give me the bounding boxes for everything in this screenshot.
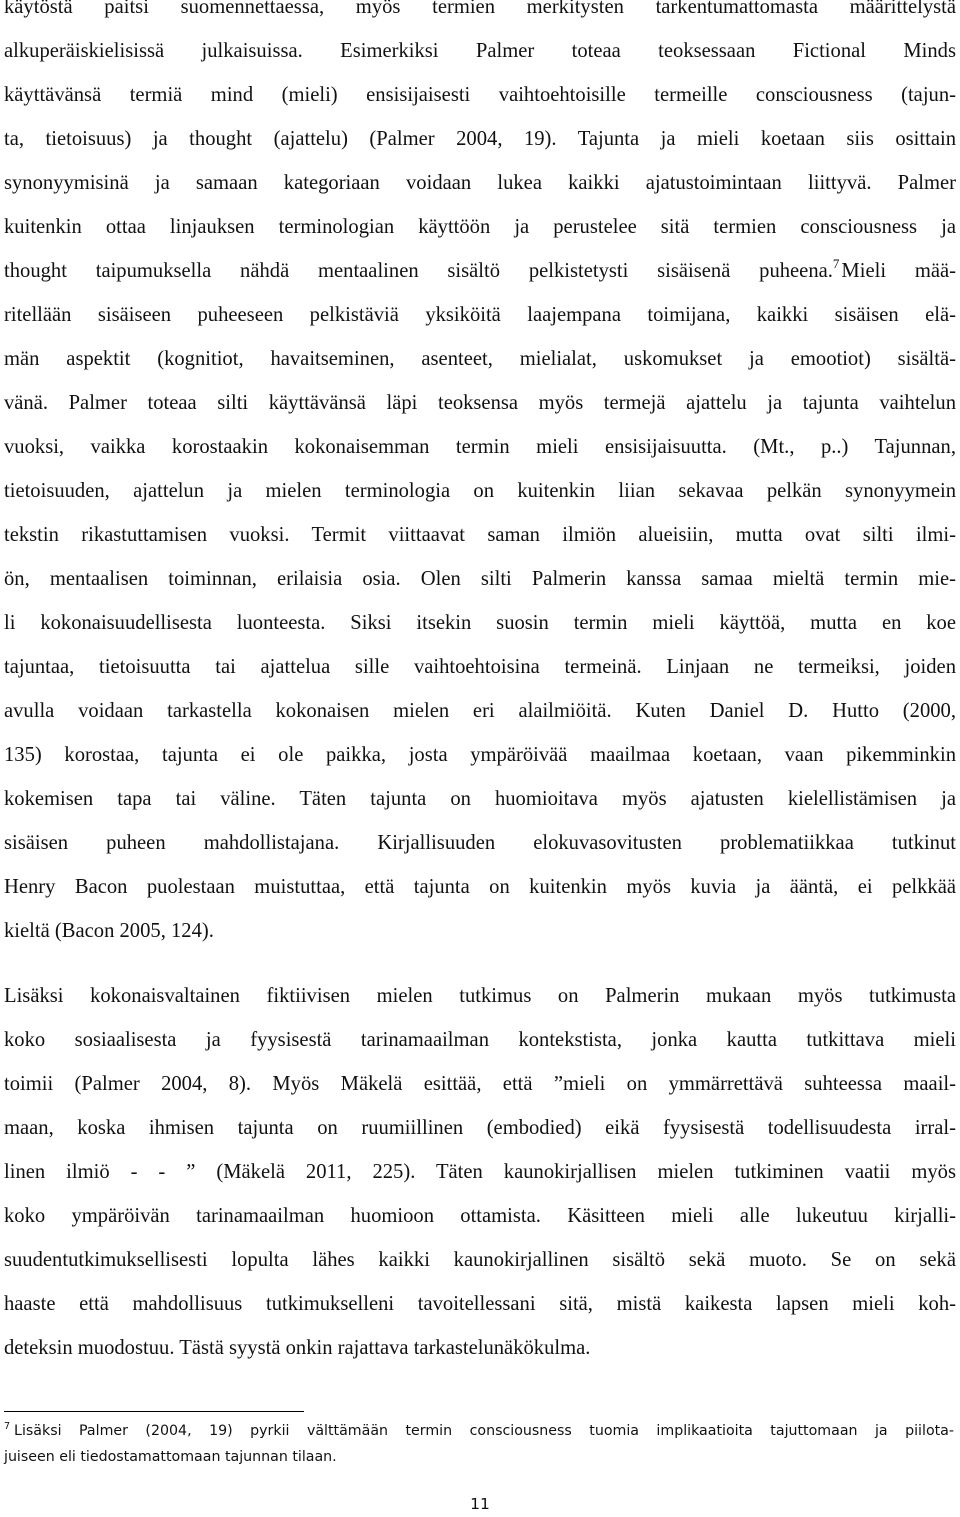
text-line: li kokonaisuudellisesta luonteesta. Siksi itsekin suosin termin mieli käyttöä, mutta en koe <box>4 612 956 634</box>
footnote-reference: 7 <box>832 256 840 271</box>
footnote-line <box>4 1418 954 1444</box>
text-line: toimii (Palmer 2004, 8). Myös Mäkelä esittää, että ”mieli on ymmärrettävä suhteessa maail- <box>4 1073 956 1095</box>
text-line: suudentutkimuksellisesti lopulta lähes kaikki kaunokirjallinen sisältö sekä muoto. Se on sekä <box>4 1249 956 1271</box>
footnote-text: Lisäksi Palmer (2004, 19) pyrkii välttämään termin consciousness tuomia implikaatioita tajuttomaan ja piilota- <box>14 1423 954 1439</box>
page-number: 11 <box>470 1495 490 1513</box>
text-line: tietoisuuden, ajattelun ja mielen terminologia on kuitenkin liian sekavaa pelkän synonyymein <box>4 480 956 502</box>
text-line: vuoksi, vaikka korostaakin kokonaisemman termin mieli ensisijaisuutta. (Mt., p..) Tajunnan, <box>4 436 956 458</box>
footnote-number: 7 <box>4 1421 11 1432</box>
text-line: avulla voidaan tarkastella kokonaisen mielen eri alailmiöitä. Kuten Daniel D. Hutto (2000, <box>4 700 956 722</box>
text-line: haaste että mahdollisuus tutkimukselleni tavoitellessani sitä, mistä kaikesta lapsen mieli koh- <box>4 1293 956 1315</box>
text-line: tekstin rikastuttamisen vuoksi. Termit viittaavat saman ilmiön alueisiin, mutta ovat silti ilmi- <box>4 524 956 546</box>
text-segment: thought taipumuksella nähdä mentaalinen sisältö pelkistetysti sisäisenä puheena. <box>4 260 833 282</box>
text-line: alkuperäiskielisissä julkaisuissa. Esimerkiksi Palmer toteaa teoksessaan Fictional Minds <box>4 40 956 62</box>
text-line: maan, koska ihmisen tajunta on ruumiillinen (embodied) eikä fyysisestä todellisuudesta irral- <box>4 1117 956 1139</box>
text-line: koko ympäröivän tarinamaailman huomioon ottamista. Käsitteen mieli alle lukeutuu kirjalli- <box>4 1205 956 1227</box>
text-line: ritellään sisäiseen puheeseen pelkistäviä yksiköitä laajempana toimijana, kaikki sisäisen elä- <box>4 304 956 326</box>
text-line: kuitenkin ottaa linjauksen terminologian käyttöön ja perustelee sitä termien consciousness ja <box>4 216 956 238</box>
text-line: koko sosiaalisesta ja fyysisestä tarinamaailman kontekstista, jonka kautta tutkittava mieli <box>4 1029 956 1051</box>
text-line: 135) korostaa, tajunta ei ole paikka, josta ympäröivää maailmaa koetaan, vaan pikemminkin <box>4 744 956 766</box>
text-line: tajuntaa, tietoisuutta tai ajattelua sille vaihtoehtoisina termeinä. Linjaan ne termeiksi, joiden <box>4 656 956 678</box>
text-line: kieltä (Bacon 2005, 124). <box>4 920 214 942</box>
text-line: käytöstä paitsi suomennettaessa, myös termien merkitysten tarkentumattomasta määrittelystä <box>4 0 956 18</box>
text-line: ta, tietoisuus) ja thought (ajattelu) (Palmer 2004, 19). Tajunta ja mieli koetaan siis osittain <box>4 128 956 150</box>
text-line <box>4 255 956 287</box>
text-line: linen ilmiö - - ” (Mäkelä 2011, 225). Täten kaunokirjallisen mielen tutkiminen vaatii myös <box>4 1161 956 1183</box>
text-line: sisäisen puheen mahdollistajana. Kirjallisuuden elokuvasovitusten problematiikkaa tutkinut <box>4 832 956 854</box>
text-line: Henry Bacon puolestaan muistuttaa, että tajunta on kuitenkin myös kuvia ja ääntä, ei pelkkää <box>4 876 956 898</box>
text-line: Lisäksi kokonaisvaltainen fiktiivisen mielen tutkimus on Palmerin mukaan myös tutkimusta <box>4 985 956 1007</box>
text-line: kokemisen tapa tai väline. Täten tajunta on huomioitava myös ajatusten kielellistämisen ja <box>4 788 956 810</box>
text-line: deteksin muodostuu. Tästä syystä onkin rajattava tarkastelunäkökulma. <box>4 1337 591 1359</box>
footnote-separator <box>4 1411 304 1412</box>
text-line: män aspektit (kognitiot, havaitseminen, asenteet, mielialat, uskomukset ja emootiot) sisältä- <box>4 348 956 370</box>
text-line: ön, mentaalisen toiminnan, erilaisia osia. Olen silti Palmerin kanssa samaa mieltä termin mie- <box>4 568 956 590</box>
text-line: käyttävänsä termiä mind (mieli) ensisijaisesti vaihtoehtoisille termeille consciousness (tajun- <box>4 84 956 106</box>
text-line: synonyymisinä ja samaan kategoriaan voidaan lukea kaikki ajatustoimintaan liittyvä. Palmer <box>4 172 956 194</box>
text-segment: Mieli mää- <box>841 260 956 282</box>
text-line: vänä. Palmer toteaa silti käyttävänsä läpi teoksensa myös termejä ajattelu ja tajunta vaihtelun <box>4 392 956 414</box>
footnote-line: juiseen eli tiedostamattomaan tajunnan tilaan. <box>4 1449 337 1465</box>
